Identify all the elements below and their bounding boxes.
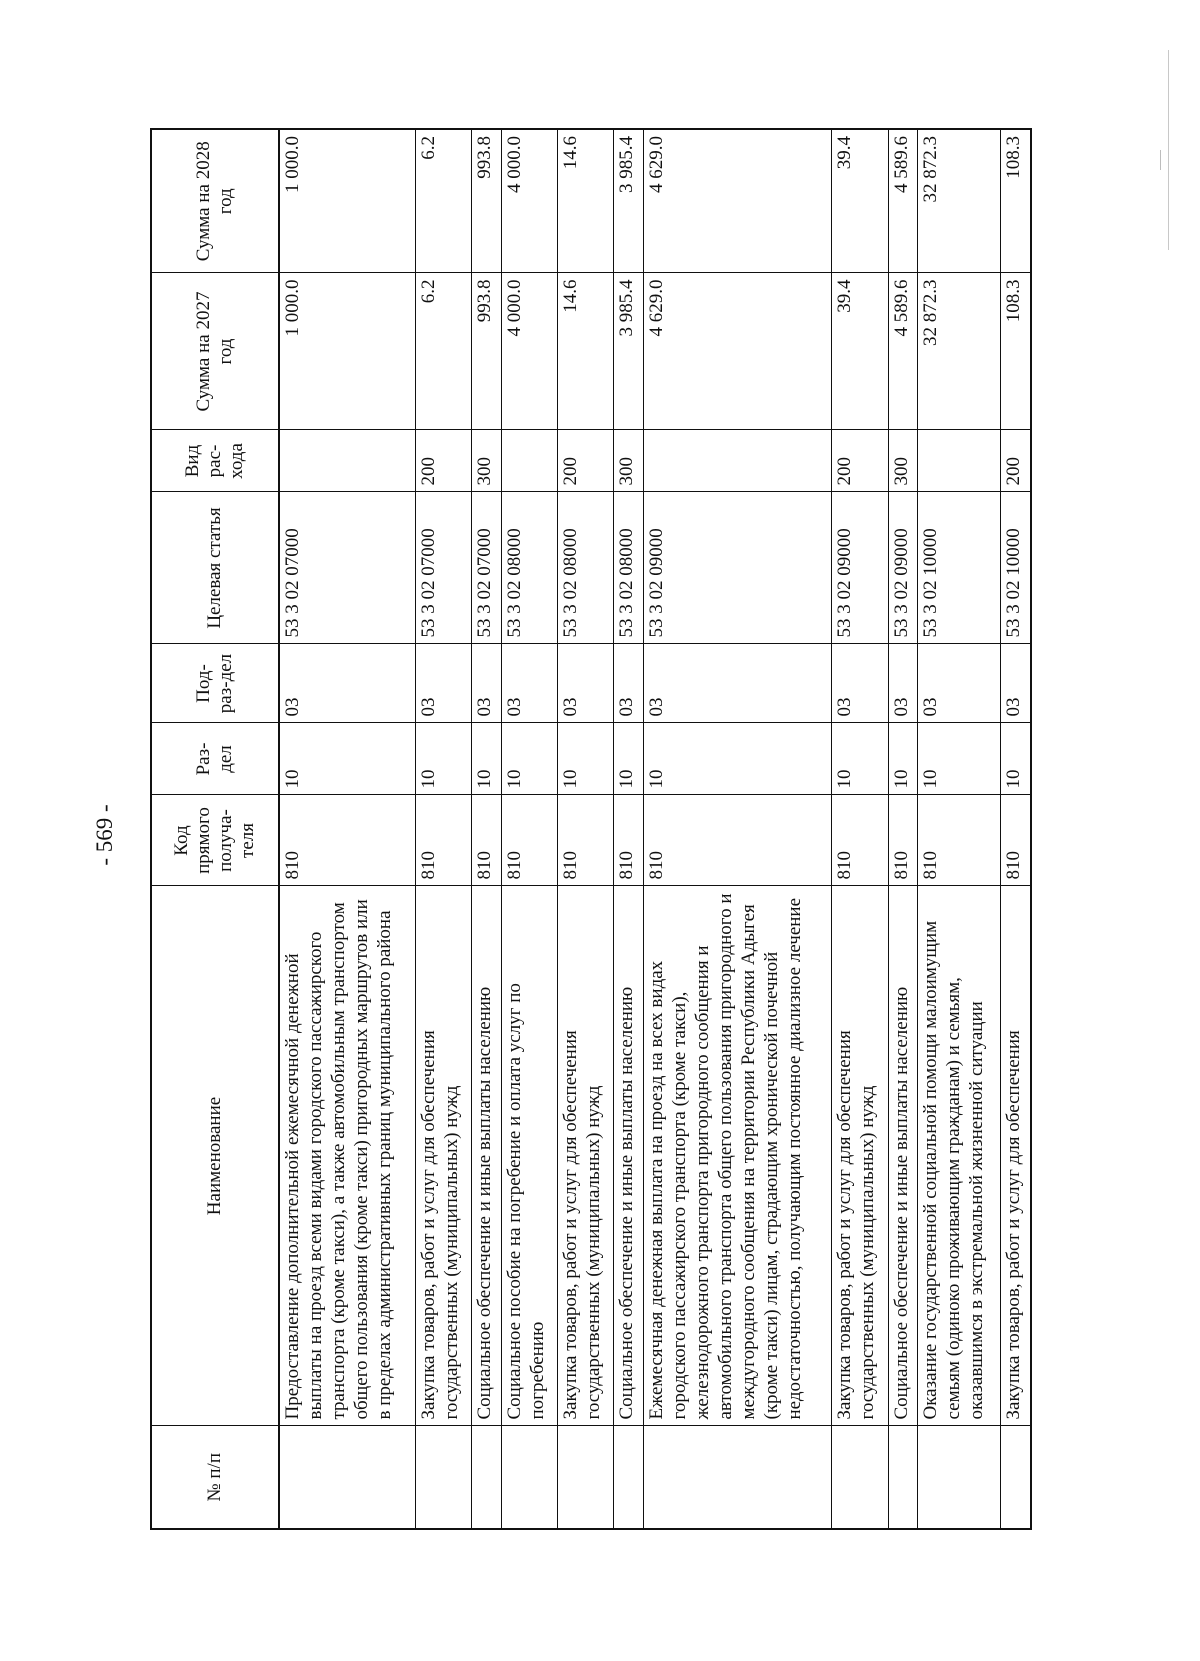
row-no <box>415 1426 471 1529</box>
header-subsection: Под-раз-дел <box>151 644 279 723</box>
row-section: 10 <box>501 723 557 795</box>
row-no <box>614 1426 644 1529</box>
row-target-article: 53 3 02 09000 <box>832 492 888 644</box>
row-sum-2028: 32 872.3 <box>918 129 1001 273</box>
row-section: 10 <box>614 723 644 795</box>
row-no <box>501 1426 557 1529</box>
header-section: Раз-дел <box>151 723 279 795</box>
table-header-row <box>151 129 279 1529</box>
row-target-article: 53 3 02 08000 <box>614 492 644 644</box>
header-sum-2028: Сумма на 2028 год <box>151 129 279 273</box>
row-recipient-code: 810 <box>501 795 557 886</box>
row-sum-2027: 108.3 <box>1001 273 1031 430</box>
row-name: Закупка товаров, работ и услуг для обеспечения <box>1001 886 1031 1426</box>
row-sum-2028: 6.2 <box>415 129 471 273</box>
row-sum-2027: 32 872.3 <box>918 273 1001 430</box>
row-no <box>557 1426 613 1529</box>
row-expense-type: 200 <box>415 430 471 492</box>
row-sum-2028: 4 589.6 <box>888 129 918 273</box>
row-sum-2028: 14.6 <box>557 129 613 273</box>
row-expense-type <box>643 430 831 492</box>
table-row <box>643 129 831 1529</box>
row-recipient-code: 810 <box>643 795 831 886</box>
scan-margin-mark <box>1168 50 1169 250</box>
row-sum-2027: 3 985.4 <box>614 273 644 430</box>
row-expense-type: 200 <box>557 430 613 492</box>
row-section: 10 <box>471 723 501 795</box>
row-expense-type: 300 <box>471 430 501 492</box>
header-recipient-code: Код прямого получа-теля <box>151 795 279 886</box>
row-subsection: 03 <box>1001 644 1031 723</box>
row-subsection: 03 <box>614 644 644 723</box>
header-target-article: Целевая статья <box>151 492 279 644</box>
table-row <box>471 129 501 1529</box>
row-name: Закупка товаров, работ и услуг для обеспечения государственных (муниципальных) нужд <box>415 886 471 1426</box>
row-target-article: 53 3 02 07000 <box>471 492 501 644</box>
row-subsection: 03 <box>918 644 1001 723</box>
row-recipient-code: 810 <box>832 795 888 886</box>
row-no <box>1001 1426 1031 1529</box>
row-no <box>471 1426 501 1529</box>
row-section: 10 <box>888 723 918 795</box>
row-sum-2027: 1 000.0 <box>279 273 415 430</box>
rotated-table-container <box>150 130 1032 1530</box>
row-no <box>643 1426 831 1529</box>
row-subsection: 03 <box>501 644 557 723</box>
row-sum-2028: 993.8 <box>471 129 501 273</box>
row-sum-2028: 4 000.0 <box>501 129 557 273</box>
row-section: 10 <box>279 723 415 795</box>
row-target-article: 53 3 02 10000 <box>1001 492 1031 644</box>
row-recipient-code: 810 <box>471 795 501 886</box>
row-section: 10 <box>643 723 831 795</box>
budget-table <box>150 128 1032 1530</box>
table-row <box>501 129 557 1529</box>
row-sum-2028: 108.3 <box>1001 129 1031 273</box>
header-no: № п/п <box>151 1426 279 1529</box>
row-sum-2028: 4 629.0 <box>643 129 831 273</box>
row-name: Социальное обеспечение и иные выплаты населению <box>888 886 918 1426</box>
row-expense-type <box>501 430 557 492</box>
row-target-article: 53 3 02 09000 <box>643 492 831 644</box>
row-sum-2027: 993.8 <box>471 273 501 430</box>
row-expense-type <box>279 430 415 492</box>
row-no <box>279 1426 415 1529</box>
table-row <box>918 129 1001 1529</box>
row-no <box>888 1426 918 1529</box>
row-recipient-code: 810 <box>888 795 918 886</box>
scan-margin-mark <box>1160 150 1161 170</box>
row-no <box>918 1426 1001 1529</box>
row-sum-2027: 6.2 <box>415 273 471 430</box>
row-target-article: 53 3 02 07000 <box>415 492 471 644</box>
row-sum-2028: 1 000.0 <box>279 129 415 273</box>
row-name: Оказание государственной социальной помощи малоимущим семьям (одиноко проживающим гражданам) и семьям, оказавшимся в экстремальной жизненной ситуации <box>918 886 1001 1426</box>
row-subsection: 03 <box>832 644 888 723</box>
row-recipient-code: 810 <box>557 795 613 886</box>
row-sum-2028: 3 985.4 <box>614 129 644 273</box>
row-subsection: 03 <box>888 644 918 723</box>
table-row <box>279 129 415 1529</box>
row-subsection: 03 <box>415 644 471 723</box>
table-row <box>832 129 888 1529</box>
row-sum-2027: 39.4 <box>832 273 888 430</box>
row-sum-2027: 14.6 <box>557 273 613 430</box>
row-name: Ежемесячная денежная выплата на проезд на всех видах городского пассажирского транспорта (кроме такси), железнодорожного транспорта пригородного сообщения и автомобильного транспорта общего пользования пригородного и междугородного сообщения на территории Республики Адыгея (кроме такси) лицам, страдающим хронической почечной недостаточностью, получающим постоянное диализное лечение <box>643 886 831 1426</box>
row-target-article: 53 3 02 08000 <box>501 492 557 644</box>
row-recipient-code: 810 <box>614 795 644 886</box>
page-number: - 569 - <box>92 804 117 866</box>
row-target-article: 53 3 02 09000 <box>888 492 918 644</box>
row-expense-type: 200 <box>1001 430 1031 492</box>
row-expense-type: 200 <box>832 430 888 492</box>
row-section: 10 <box>1001 723 1031 795</box>
row-expense-type: 300 <box>614 430 644 492</box>
row-section: 10 <box>557 723 613 795</box>
row-no <box>832 1426 888 1529</box>
header-sum-2027: Сумма на 2027 год <box>151 273 279 430</box>
row-name: Социальное пособие на погребение и оплата услуг по погребению <box>501 886 557 1426</box>
row-target-article: 53 3 02 08000 <box>557 492 613 644</box>
row-sum-2027: 4 589.6 <box>888 273 918 430</box>
table-row <box>415 129 471 1529</box>
table-row <box>614 129 644 1529</box>
row-name: Предоставление дополнительной ежемесячной денежной выплаты на проезд всеми видами городского пассажирского транспорта (кроме такси), а также автомобильным транспортом общего пользования (кроме такси) пригородных маршрутов или в пределах административных границ муниципального района <box>279 886 415 1426</box>
row-subsection: 03 <box>643 644 831 723</box>
row-recipient-code: 810 <box>279 795 415 886</box>
row-subsection: 03 <box>557 644 613 723</box>
row-expense-type: 300 <box>888 430 918 492</box>
row-section: 10 <box>918 723 1001 795</box>
row-target-article: 53 3 02 10000 <box>918 492 1001 644</box>
table-row <box>557 129 613 1529</box>
row-sum-2027: 4 000.0 <box>501 273 557 430</box>
header-name: Наименование <box>151 886 279 1426</box>
row-name: Социальное обеспечение и иные выплаты населению <box>614 886 644 1426</box>
row-section: 10 <box>832 723 888 795</box>
row-name: Закупка товаров, работ и услуг для обеспечения государственных (муниципальных) нужд <box>832 886 888 1426</box>
header-expense-type: Вид рас-хода <box>151 430 279 492</box>
row-subsection: 03 <box>279 644 415 723</box>
row-target-article: 53 3 02 07000 <box>279 492 415 644</box>
row-section: 10 <box>415 723 471 795</box>
row-recipient-code: 810 <box>918 795 1001 886</box>
row-sum-2028: 39.4 <box>832 129 888 273</box>
row-name: Социальное обеспечение и иные выплаты населению <box>471 886 501 1426</box>
row-recipient-code: 810 <box>415 795 471 886</box>
row-expense-type <box>918 430 1001 492</box>
table-row <box>1001 129 1031 1529</box>
row-subsection: 03 <box>471 644 501 723</box>
row-recipient-code: 810 <box>1001 795 1031 886</box>
row-name: Закупка товаров, работ и услуг для обеспечения государственных (муниципальных) нужд <box>557 886 613 1426</box>
table-row <box>888 129 918 1529</box>
row-sum-2027: 4 629.0 <box>643 273 831 430</box>
